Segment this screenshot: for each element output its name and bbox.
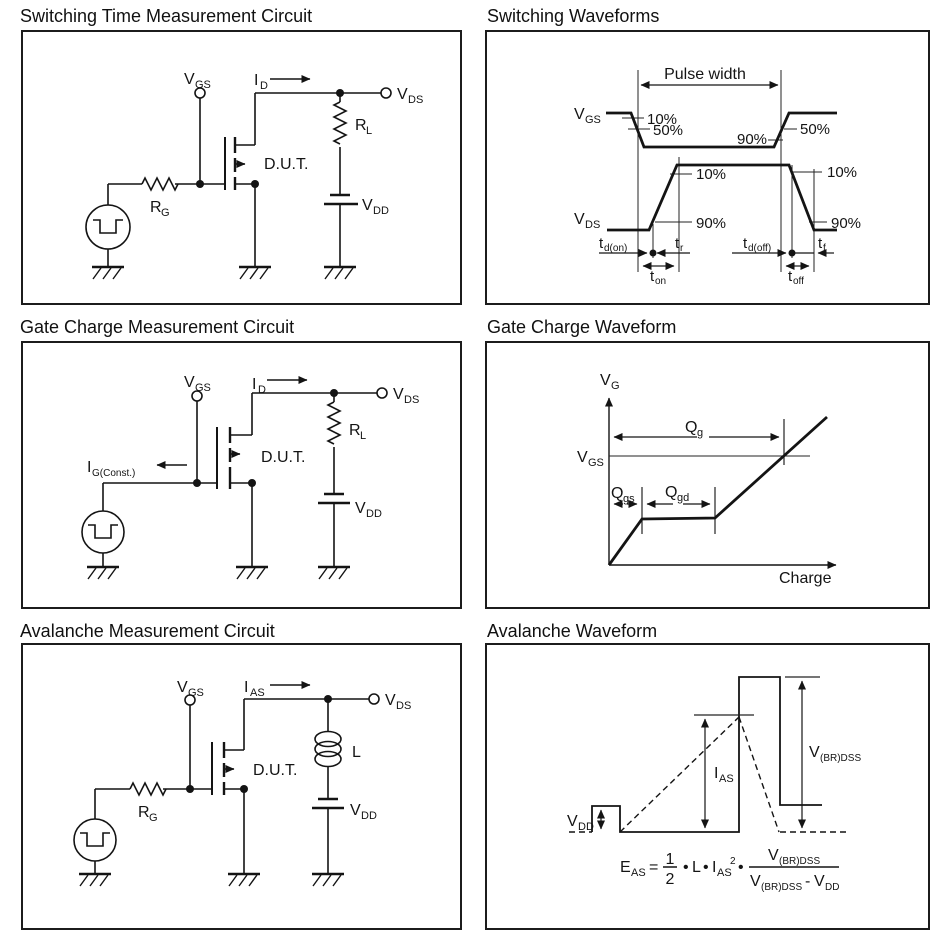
formula-vbrdss-den: V: [750, 873, 761, 890]
tick-lines: [694, 677, 820, 715]
panel-avalanche-waveform: [485, 643, 930, 930]
measure-arrows: [601, 681, 802, 829]
rg-label-sub: G: [149, 812, 158, 824]
vds-axis-label: V: [574, 211, 585, 228]
formula-e-sub: AS: [631, 867, 646, 879]
timing-measure-lines: [599, 253, 834, 266]
formula-l: L: [692, 859, 701, 876]
ias-label: I: [244, 679, 249, 696]
vgs-label-sub: GS: [188, 687, 204, 699]
inductor-label: L: [352, 744, 361, 761]
battery-vdd-symbol: [324, 195, 358, 204]
vds-voltage-trace: [592, 677, 822, 832]
vdd-label: V: [362, 197, 373, 214]
qg-label: Q: [685, 419, 698, 436]
panel-gate-charge-circuit: [21, 341, 462, 609]
gate-charge-waveform-diagram: [487, 343, 928, 607]
ias-peak-label-sub: AS: [719, 773, 734, 785]
ground-symbol: [92, 267, 356, 279]
mosfet-symbol: [225, 137, 255, 190]
tf-label-sub: f: [823, 243, 826, 254]
terminals: [192, 388, 387, 401]
vgs-level-label-sub: GS: [588, 457, 604, 469]
ias-current-trace-dashed: [569, 717, 847, 832]
vds-label-sub: DS: [408, 94, 424, 106]
junction-dots: [193, 389, 338, 487]
ton-label: t: [650, 268, 655, 285]
vds-terminal: [377, 388, 387, 398]
formula-ias: I: [712, 859, 717, 876]
formula-ias-sub: AS: [717, 867, 732, 879]
formula-vbrdss-num: V: [768, 847, 779, 864]
vds-terminal: [369, 694, 379, 704]
pulse-glyph: [93, 220, 123, 233]
tf-label: t: [818, 235, 823, 252]
vdd-label-sub: DD: [366, 508, 382, 520]
resistor-rl: [328, 402, 340, 444]
mosfet-symbol: [217, 427, 252, 489]
vgs-label-sub: GS: [195, 79, 211, 91]
mosfet-symbol: [212, 742, 244, 795]
vds-label: V: [393, 386, 404, 403]
panel5-title: Avalanche Measurement Circuit: [20, 621, 275, 641]
inductor-l-symbol: [315, 732, 341, 767]
pct-right10-label: 10%: [827, 164, 858, 181]
formula-e: E: [620, 859, 631, 876]
avalanche-circuit-diagram: [23, 645, 460, 928]
td-on-label-sub: d(on): [604, 243, 628, 254]
pct-rise50-label: 50%: [800, 121, 831, 138]
qgd-label-sub: gd: [677, 492, 690, 504]
battery-vdd-symbol: [318, 494, 350, 503]
ias-peak-label: I: [714, 765, 719, 782]
pct-left90-label: 90%: [696, 215, 727, 232]
formula-denominator-2: 2: [665, 871, 675, 888]
charge-measure-arrows: [614, 437, 779, 504]
ias-label-sub: AS: [250, 687, 265, 699]
qgs-label-sub: gs: [623, 493, 635, 505]
pulse-source: [82, 511, 124, 553]
tr-label-sub: r: [680, 243, 684, 254]
panel-gate-charge-waveform: [485, 341, 930, 609]
avalanche-waveform-diagram: [487, 645, 928, 928]
tr-label: t: [675, 235, 680, 252]
vbrdss-label-sub: (BR)DSS: [820, 753, 862, 764]
ton-label-sub: on: [655, 276, 667, 287]
dut-label: D.U.T.: [261, 449, 306, 466]
rl-label: R: [355, 117, 367, 134]
vdd-label: V: [355, 500, 366, 517]
formula-dot3: •: [738, 859, 744, 876]
formula-vbrdss-den-sub: (BR)DSS: [761, 882, 803, 893]
rl-label: R: [349, 422, 361, 439]
td-off-label: t: [743, 235, 748, 252]
formula-vdd-den-sub: DD: [825, 882, 840, 893]
formula-dot1: •: [683, 859, 689, 876]
switching-waveforms-diagram: [487, 32, 928, 303]
vdd-level-label: V: [567, 813, 578, 830]
rl-label-sub: L: [360, 430, 367, 442]
vbrdss-label: V: [809, 744, 820, 761]
formula-dot2: •: [703, 859, 709, 876]
rg-label-sub: G: [161, 207, 170, 219]
formula-minus: -: [805, 873, 811, 890]
ig-label: I: [87, 459, 92, 476]
vgs-label-sub: GS: [195, 382, 211, 394]
ground-symbol: [87, 567, 350, 579]
panel1-title: Switching Time Measurement Circuit: [20, 6, 313, 26]
panel4-title: Gate Charge Waveform: [487, 317, 677, 337]
pulse-glyph: [80, 833, 110, 846]
vds-terminal: [381, 88, 391, 98]
toff-label: t: [788, 268, 793, 285]
dut-label: D.U.T.: [264, 156, 309, 173]
td-off-label-sub: d(off): [748, 243, 772, 254]
formula-ias-squared: 2: [730, 856, 736, 867]
pulse-glyph: [88, 525, 118, 538]
vgs-label: V: [184, 71, 195, 88]
panel-avalanche-circuit: [21, 643, 462, 930]
vdd-level-label-sub: DD: [578, 821, 594, 833]
formula-vdd-den: V: [814, 873, 825, 890]
resistor-rg: [142, 178, 178, 190]
vds-label-sub: DS: [396, 700, 412, 712]
qg-label-sub: g: [697, 427, 704, 439]
id-label: I: [254, 72, 259, 89]
rl-label-sub: L: [366, 125, 373, 137]
switching-time-circuit-diagram: [23, 32, 460, 303]
formula-numerator-1: 1: [665, 851, 675, 868]
energy-formula: [620, 847, 839, 893]
resistor-rl: [334, 102, 346, 144]
qgs-label: Q: [611, 485, 624, 502]
panel6-title: Avalanche Waveform: [487, 621, 658, 641]
vds-label: V: [385, 692, 396, 709]
pulse-width-label: Pulse width: [664, 66, 746, 83]
id-label: I: [252, 376, 257, 393]
vgs-level-label: V: [577, 449, 588, 466]
vgs-axis-label: V: [574, 106, 585, 123]
gate-charge-circuit-diagram: [23, 343, 460, 607]
qgd-label: Q: [665, 484, 678, 501]
charge-axis-label: Charge: [779, 570, 832, 587]
vgs-label: V: [177, 679, 188, 696]
circuit-wires: [95, 699, 369, 874]
vgs-label: V: [184, 374, 195, 391]
ground-symbol: [79, 874, 344, 886]
panel3-title: Gate Charge Measurement Circuit: [20, 317, 295, 337]
pct-fall10-label: 10%: [647, 111, 678, 128]
panel-switching-time-circuit: [21, 30, 462, 305]
ig-label-sub: G(Const.): [92, 468, 136, 479]
id-label-sub: D: [258, 384, 266, 396]
pulse-source: [74, 819, 116, 861]
pct-fall50-label: 50%: [653, 122, 684, 139]
battery-vdd-symbol: [312, 799, 344, 808]
panel-switching-waveforms: [485, 30, 930, 305]
formula-vbrdss-num-sub: (BR)DSS: [779, 856, 821, 867]
vdd-label: V: [350, 802, 361, 819]
vds-axis-label-sub: DS: [585, 219, 601, 231]
circuit-wires: [103, 393, 377, 567]
pct-rise90-label: 90%: [737, 131, 768, 148]
vds-label-sub: DS: [404, 394, 420, 406]
vgs-axis-label-sub: GS: [585, 114, 601, 126]
vdd-label-sub: DD: [361, 810, 377, 822]
junction-dots: [196, 89, 344, 188]
panel2-title: Switching Waveforms: [487, 6, 660, 26]
vg-axis-label: V: [600, 372, 611, 389]
circuit-wires: [108, 93, 381, 267]
id-label-sub: D: [260, 80, 268, 92]
td-on-label: t: [599, 235, 604, 252]
vdd-label-sub: DD: [373, 205, 389, 217]
pct-left10-label: 10%: [696, 166, 727, 183]
pct-right90-label: 90%: [831, 215, 862, 232]
pulse-source: [86, 205, 130, 249]
toff-label-sub: off: [793, 276, 804, 287]
rg-label: R: [138, 804, 150, 821]
vg-axis-label-sub: G: [611, 380, 620, 392]
formula-equals: =: [649, 859, 659, 876]
resistor-rg: [130, 783, 166, 795]
vds-label: V: [397, 86, 408, 103]
dut-label: D.U.T.: [253, 762, 298, 779]
rg-label: R: [150, 199, 162, 216]
